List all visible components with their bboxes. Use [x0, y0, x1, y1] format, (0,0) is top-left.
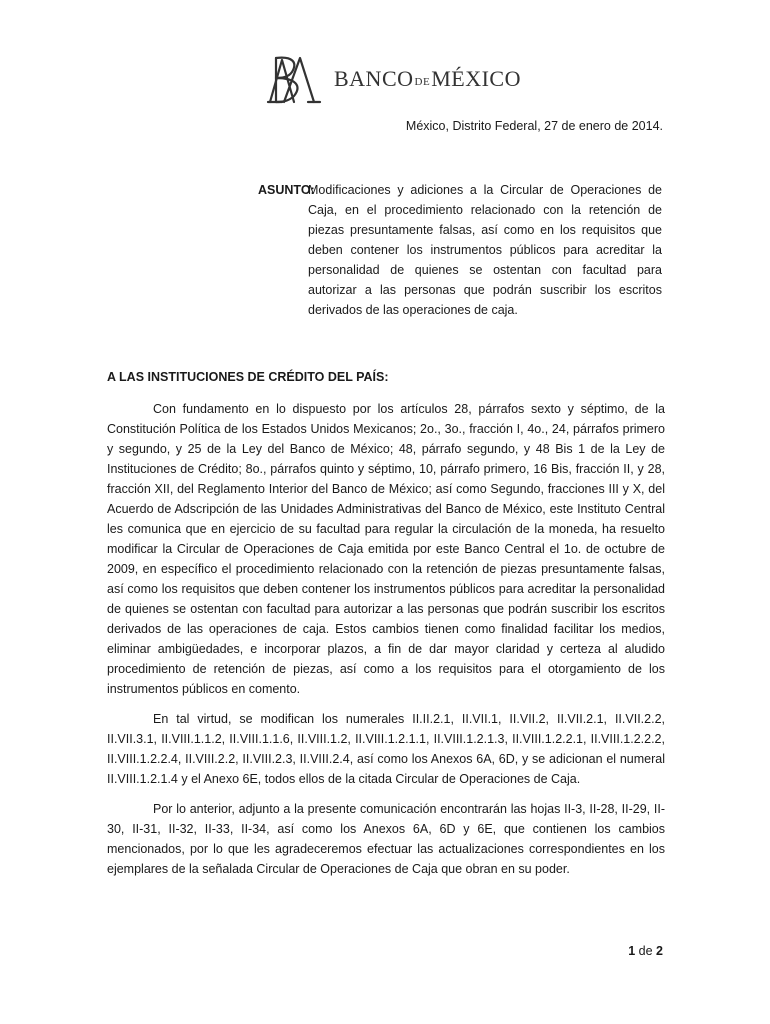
body-paragraph: En tal virtud, se modifican los numerales II.II.2.1, II.VII.1, II.VII.2, II.VII.2.1, II.VII.2.2, II.VII.3.1, II.VIII.1.1.2, II.VIII.1.1.6, II.VIII.1.2, II.VIII.1.2.1.1, II.VIII.1.2.1.3, II.VIII.1.2.2.1, II.VIII.1.2.2.2, II.VIII.1.2.2.4, II.VIII.2.2, II.VIII.2.3, II.VIII.2.4, así como los Anexos 6A, 6D, y se adicionan el numeral II.VIII.1.2.1.4 y el Anexo 6E, todos ellos de la citada Circular de Operaciones de Caja. — [107, 712, 665, 786]
page-current: 1 — [628, 944, 636, 958]
asunto-label: ASUNTO: — [258, 183, 315, 197]
body-paragraph: Con fundamento en lo dispuesto por los artículos 28, párrafos sexto y séptimo, de la Constitución Política de los Estados Unidos Mexicanos; 2o., 3o., fracción I, 4o., 24, párrafos primero y segundo, y 25 de la Ley del Banco de México; 48, párrafo segundo, y 48 Bis 1 de la Ley de Instituciones de Crédito; 8o., párrafos quinto y séptimo, 10, párrafo primero, 16 Bis, fracción II, y 28, fracción XII, del Reglamento Interior del Banco de México; así como Segundo, fracciones III y X, del Acuerdo de Adscripción de las Unidades Administrativas del Banco de México, este Instituto Central les comunica que en ejercicio de su facultad para regular la circulación de la moneda, ha resuelto modificar la Circular de Operaciones de Caja emitida por este Banco Central el 1o. de octubre de 2009, en específico el procedimiento relacionado con la retención de piezas presuntamente falsas, así como los requisitos que deben contener los instrumentos públicos para acreditar la personalidad de quienes se ostentan con facultad para autorizar a las personas que podrán suscribir los escritos derivados de las operaciones de caja. Estos cambios tienen como finalidad facilitar los medios, eliminar ambigüedades, e incorporar plazos, a fin de dar mayor claridad y certeza al aludido procedimiento de retención de piezas, así como a los requisitos para el otorgamiento de los instrumentos públicos en comento. — [107, 402, 665, 696]
banco-de-mexico-logo — [262, 52, 521, 108]
page-total: 2 — [656, 944, 663, 958]
page-of: de — [638, 944, 653, 958]
addressee-heading: A LAS INSTITUCIONES DE CRÉDITO DEL PAÍS: — [107, 370, 389, 384]
logo-word-mexico: MÉXICO — [431, 66, 521, 91]
logo-wordmark — [334, 66, 521, 92]
asunto-text: Modificaciones y adiciones a la Circular de Operaciones de Caja, en el procedimiento relacionado con la retención de piezas presuntamente falsas, así como en los requisitos que deben contener los instrumentos públicos para acreditar la personalidad de quienes se ostentan con facultad para autorizar a las personas que podrán suscribir los escritos derivados de las operaciones de caja. — [308, 183, 662, 317]
bm-monogram-icon — [262, 52, 324, 108]
page-number — [628, 944, 663, 958]
logo-word-banco: BANCO — [334, 66, 414, 91]
logo-word-de: DE — [414, 76, 431, 88]
body-paragraph: Por lo anterior, adjunto a la presente comunicación encontrarán las hojas II-3, II-28, II-29, II-30, II-31, II-32, II-33, II-34, así como los Anexos 6A, 6D y 6E, que contienen los cambios mencionados, por lo que les agradeceremos efectuar las actualizaciones correspondientes en los ejemplares de la señalada Circular de Operaciones de Caja que obran en su poder. — [107, 802, 665, 876]
date-line: México, Distrito Federal, 27 de enero de 2014. — [405, 119, 663, 133]
letter-body — [107, 399, 665, 889]
